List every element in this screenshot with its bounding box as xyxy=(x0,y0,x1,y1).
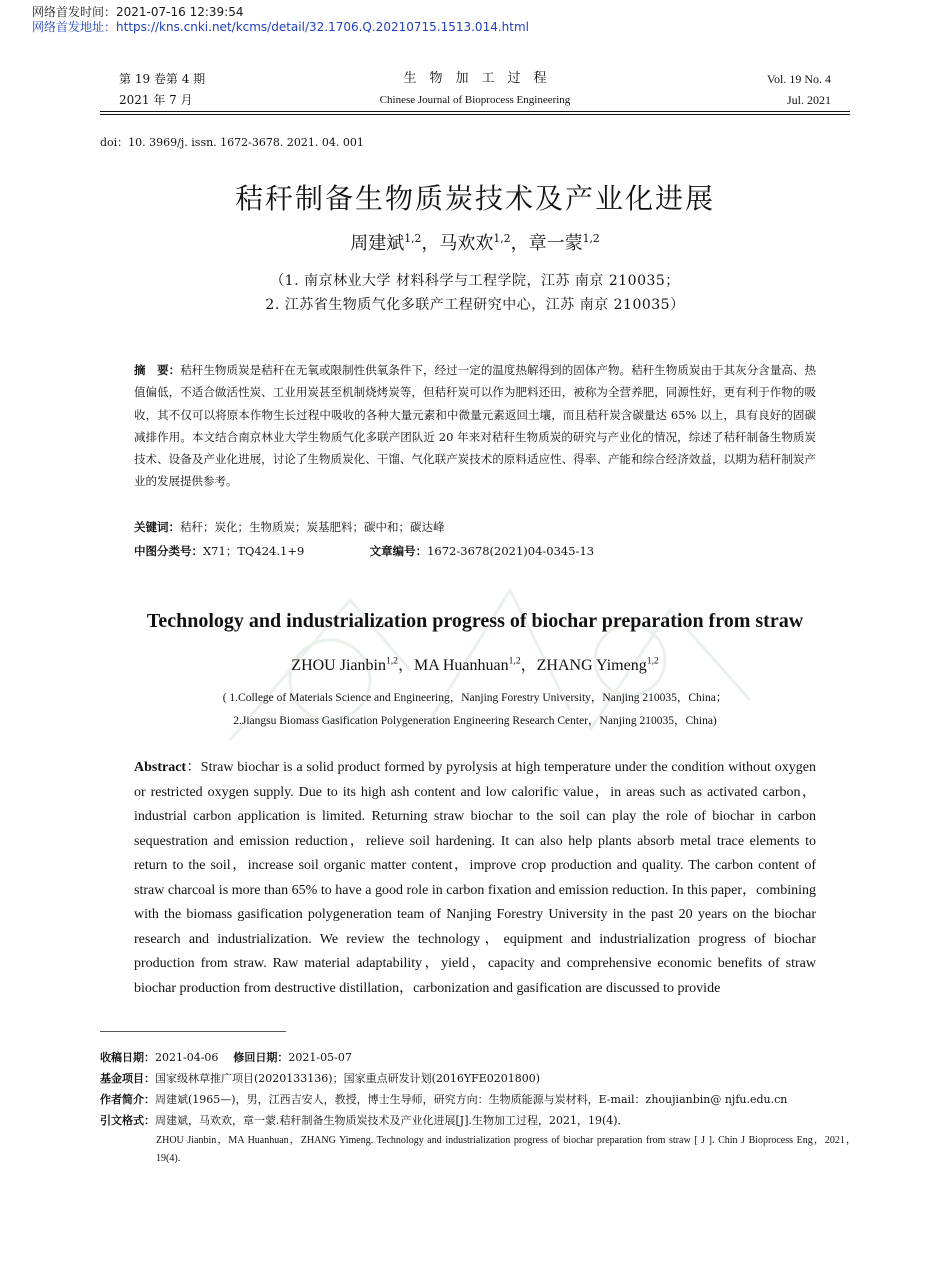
header-volume-en: Vol. 19 No. 4 xyxy=(766,72,831,86)
fund-text: 国家级林草推广项目(2020133136)；国家重点研发计划(2016YFE0201800) xyxy=(155,1072,541,1085)
doi: doi：10. 3969/j. issn. 1672-3678. 2021. 04. 001 xyxy=(100,136,364,149)
article-no-value: 1672-3678(2021)04-0345-13 xyxy=(427,544,595,558)
keywords-cn xyxy=(134,516,445,538)
received-date: 2021-04-06 xyxy=(155,1051,219,1064)
author-cn-1: 周建斌 xyxy=(350,233,405,254)
online-first-time xyxy=(32,4,243,20)
author-en-3: ZHANG Yimeng xyxy=(536,657,647,674)
authors-cn: 周建斌$^{1,2}$，马欢欢$^{1,2}$，章一蒙$^{1,2}$ xyxy=(350,232,600,254)
author-bio-text: 周建斌(1965—)，男，江西吉安人，教授，博士生导师，研究方向：生物质能源与炭材料，E-mail：zhoujianbin@ njfu.edu.cn xyxy=(155,1093,788,1106)
header-journal-en: Chinese Journal of Bioprocess Engineering xyxy=(379,94,571,106)
abstract-en-text: ：Straw biochar is a solid product formed by pyrolysis at high temperature under the condition without oxygen or restricted oxygen supply. Due to its high ash content and low calorific value，in areas such as activated carbon，industrial carbon application is limited. Returning straw biochar to the soil can play the role of biochar in carbon sequestration and emission reduction，relieve soil hardening. It can also help plants absorb metal trace elements to return to the soil，increase soil organic matter content，improve crop production and quality. The carbon content of straw charcoal is more than 65% to have a good role in carbon fixation and emission reduction. In this paper，combining with the biomass gasification polygeneration team of Nanjing Forestry University in the past 20 years on the biochar research and industrialization. We review the technology，equipment and industrialization progress of biochar production from straw. Raw material adaptability，yield，capacity and comprehensive economic benefits of straw biochar production from destructive distillation，carbonization and gasification are discussed to provide xyxy=(134,760,816,996)
footnote-rule xyxy=(100,1031,286,1032)
header-volume-cn: 第 19 卷第 4 期 xyxy=(119,72,206,86)
author-en-2-sup: 1,2 xyxy=(508,655,521,667)
header-rule-top xyxy=(100,111,850,112)
abstract-en-label: Abstract xyxy=(134,760,187,775)
online-first-url xyxy=(32,19,529,35)
affiliation-cn-1: （1. 南京林业大学 材料科学与工程学院，江苏 南京 210035； xyxy=(270,273,680,289)
received-label: 收稿日期： xyxy=(100,1051,155,1064)
author-en-2: MA Huanhuan xyxy=(413,657,509,674)
author-cn-2: 马欢欢 xyxy=(439,233,494,254)
author-cn-1-sup: 1,2 xyxy=(404,232,422,245)
fund-label: 基金项目： xyxy=(100,1072,155,1085)
online-first-url-link[interactable]: https://kns.cnki.net/kcms/detail/32.1706.Q.20210715.1513.014.html xyxy=(116,20,529,34)
footnote-fund xyxy=(100,1070,860,1088)
clc-label: 中图分类号： xyxy=(134,544,203,558)
abstract-cn-label: 摘 要： xyxy=(134,363,181,377)
citation-cn: 周建斌，马欢欢，章一蒙.秸秆制备生物质炭技术及产业化进展[J].生物加工过程，2021，19(4)． xyxy=(155,1114,629,1127)
revised-label: 修回日期： xyxy=(233,1051,289,1064)
abstract-cn-text: 秸秆生物质炭是秸秆在无氧或限制性供氧条件下，经过一定的温度热解得到的固体产物。秸秆生物质炭由于其灰分含量高、热值偏低，不适合做活性炭、工业用炭甚至机制烧烤炭等，但秸秆炭可以作为肥料还田，被称为全营养肥，同源性好，更有利于作物的吸收，其不仅可以将原本作物生长过程中吸收的各种大量元素和中微量元素返回土壤，而且秸秆炭含碳量达 65% 以上，具有良好的固碳减排作用。本文结合南京林业大学生物质气化多联产团队近 20 年来对秸秆生物质炭的研究与产业化的情况，综述了秸秆制备生物质炭技术、设备及产业化进展，讨论了生物质炭化、干馏、气化联产炭技术的原料适应性、得率、产能和综合经济效益，以期为秸秆制炭产业的发展提供参考。 xyxy=(134,363,817,489)
author-cn-3-sup: 1,2 xyxy=(582,232,600,245)
author-en-1: ZHOU Jianbin xyxy=(291,657,386,674)
author-en-3-sup: 1,2 xyxy=(646,655,659,667)
online-first-time-value: 2021-07-16 12:39:54 xyxy=(116,5,244,19)
online-first-url-label: 网络首发地址： xyxy=(32,20,117,34)
classification-row xyxy=(134,540,834,562)
clc-value: X71；TQ424.1+9 xyxy=(203,544,305,558)
abstract-en xyxy=(134,756,816,1001)
header-rule-bottom xyxy=(100,114,850,115)
author-cn-3: 章一蒙 xyxy=(528,233,583,254)
title-cn: 秸秆制备生物质炭技术及产业化进展 xyxy=(234,182,715,215)
header-date-cn: 2021 年 7 月 xyxy=(119,93,193,107)
author-en-1-sup: 1,2 xyxy=(385,655,398,667)
footnote-citation xyxy=(100,1112,860,1130)
header-journal-cn: 生 物 加 工 过 程 xyxy=(403,71,547,86)
online-first-time-label: 网络首发时间： xyxy=(32,5,117,19)
footnote-dates xyxy=(100,1049,860,1067)
keywords-cn-text: 秸秆；炭化；生物质炭；炭基肥料；碳中和；碳达峰 xyxy=(180,520,445,534)
author-bio-label: 作者简介： xyxy=(100,1093,155,1106)
citation-en: ZHOU Jianbin，MA Huanhuan，ZHANG Yimeng. Technology and industrialization progress of biochar preparation from straw [ J ]. Chin J Bioprocess Eng，2021，19(4)． xyxy=(156,1135,856,1164)
footnote-author xyxy=(100,1091,860,1109)
affiliation-en-2: 2.Jiangsu Biomass Gasification Polygeneration Engineering Research Center，Nanjing 210035，China) xyxy=(233,715,717,727)
affiliation-en-1: ( 1.College of Materials Science and Engineering，Nanjing Forestry University，Nanjing 210035，China； xyxy=(222,692,728,704)
author-cn-2-sup: 1,2 xyxy=(493,232,511,245)
citation-label: 引文格式： xyxy=(100,1114,155,1127)
header-date-en: Jul. 2021 xyxy=(786,93,831,107)
authors-en: ZHOU Jianbin$^{1,2}$，MA Huanhuan$^{1,2}$，ZHANG Yimeng$^{1,2}$ xyxy=(291,655,659,674)
revised-date: 2021-05-07 xyxy=(288,1051,352,1064)
article-no-label: 文章编号： xyxy=(369,544,428,558)
affiliation-cn-2: 2. 江苏省生物质气化多联产工程研究中心，江苏 南京 210035） xyxy=(265,297,685,313)
keywords-cn-label: 关键词： xyxy=(134,520,180,534)
abstract-cn xyxy=(134,359,816,493)
title-en: Technology and industrialization progress of biochar preparation from straw xyxy=(146,610,804,632)
